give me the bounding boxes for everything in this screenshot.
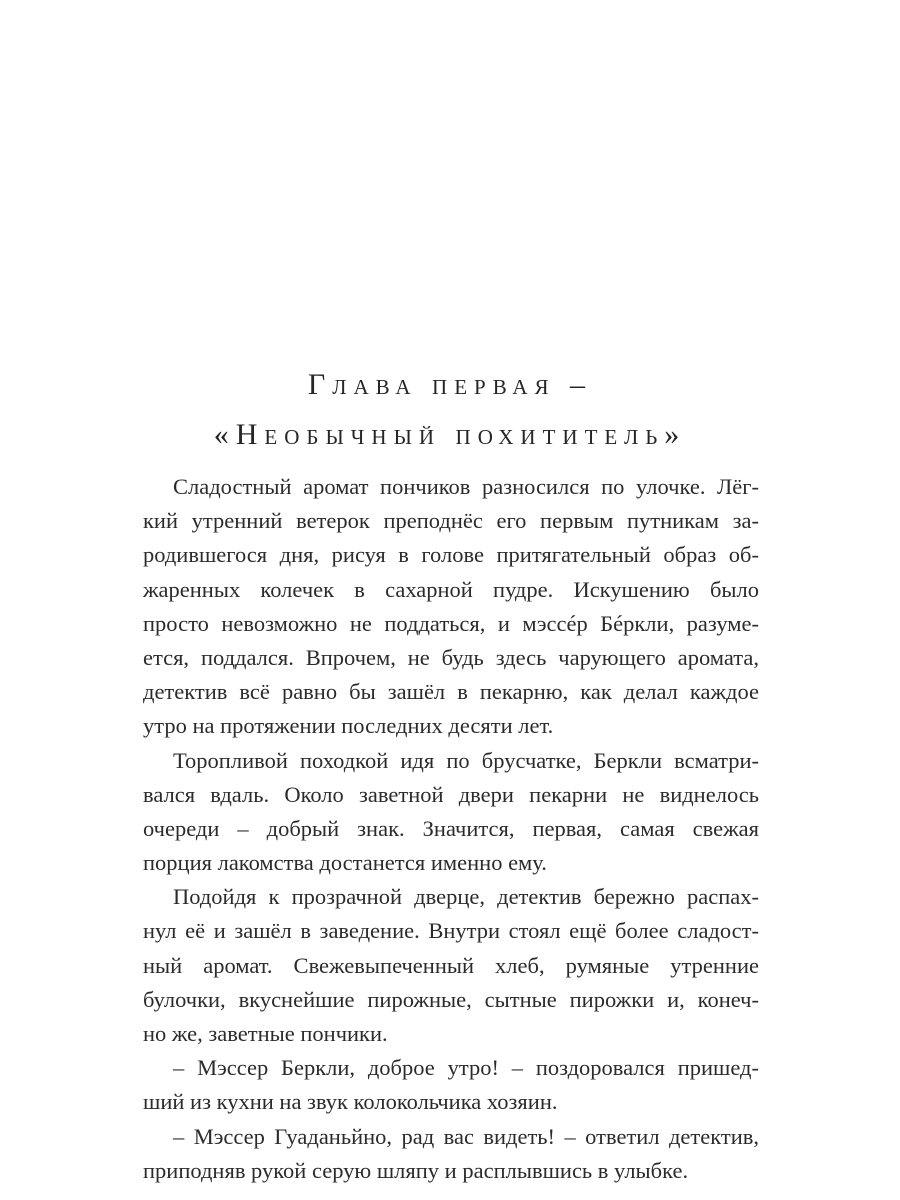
text-line: ший из кухни на звук колокольчика хозяин. <box>143 1089 558 1115</box>
text-line: нул её и зашёл в заведение. Внутри стоял ещё более сладост- <box>143 918 759 944</box>
text-line: – Мэссер Беркли, доброе утро! – поздоровался пришед- <box>173 1055 759 1081</box>
paragraph <box>143 880 759 1051</box>
text-line: вался вдаль. Около заветной двери пекарни не виднелось <box>143 781 759 807</box>
text-line: утро на протяжении последних десяти лет. <box>143 713 554 739</box>
paragraph <box>143 470 759 744</box>
text-line: приподняв рукой серую шляпу и расплывшись в улыбке. <box>143 1157 689 1183</box>
text-line: но же, заветные пончики. <box>143 1021 388 1046</box>
text-line: порция лакомства достанется именно ему. <box>143 850 547 876</box>
chapter-body <box>143 470 759 1188</box>
paragraph <box>143 744 759 881</box>
text-line: ный аромат. Свежевыпеченный хлеб, румяные утренние <box>143 952 759 978</box>
dialogue-paragraph <box>143 1120 759 1188</box>
chapter-title-line-1: Глава первая – <box>307 368 593 401</box>
text-line: очереди – добрый знак. Значится, первая, самая свежая <box>143 815 759 841</box>
text-line: – Мэссер Гуаданьйно, рад вас видеть! – ответил детектив, <box>173 1123 759 1149</box>
text-line: булочки, вкуснейшие пирожные, сытные пирожки и, конеч- <box>143 986 759 1012</box>
dialogue-paragraph <box>143 1051 759 1119</box>
text-line: родившегося дня, рисуя в голове притягательный образ об- <box>143 542 759 568</box>
text-line: Торопливой походкой идя по брусчатке, Беркли всматри- <box>173 747 759 773</box>
text-line: Сладостный аромат пончиков разносился по улочке. Лёг- <box>173 474 759 499</box>
text-line: ется, поддался. Впрочем, не будь здесь чарующего аромата, <box>143 644 759 670</box>
text-line: жаренных колечек в сахарной пудре. Искушению было <box>143 576 759 602</box>
chapter-heading <box>0 360 900 460</box>
text-line: просто невозможно не поддаться, и мэссéр Бéркли, разуме- <box>143 610 759 636</box>
text-line: кий утренний ветерок преподнёс его первым путникам за- <box>143 508 759 534</box>
text-line: детектив всё равно бы зашёл в пекарню, как делал каждое <box>143 679 759 705</box>
text-line: Подойдя к прозрачной дверце, детектив бережно распах- <box>173 884 759 910</box>
chapter-title-line-2: «Необычный похититель» <box>213 418 687 451</box>
